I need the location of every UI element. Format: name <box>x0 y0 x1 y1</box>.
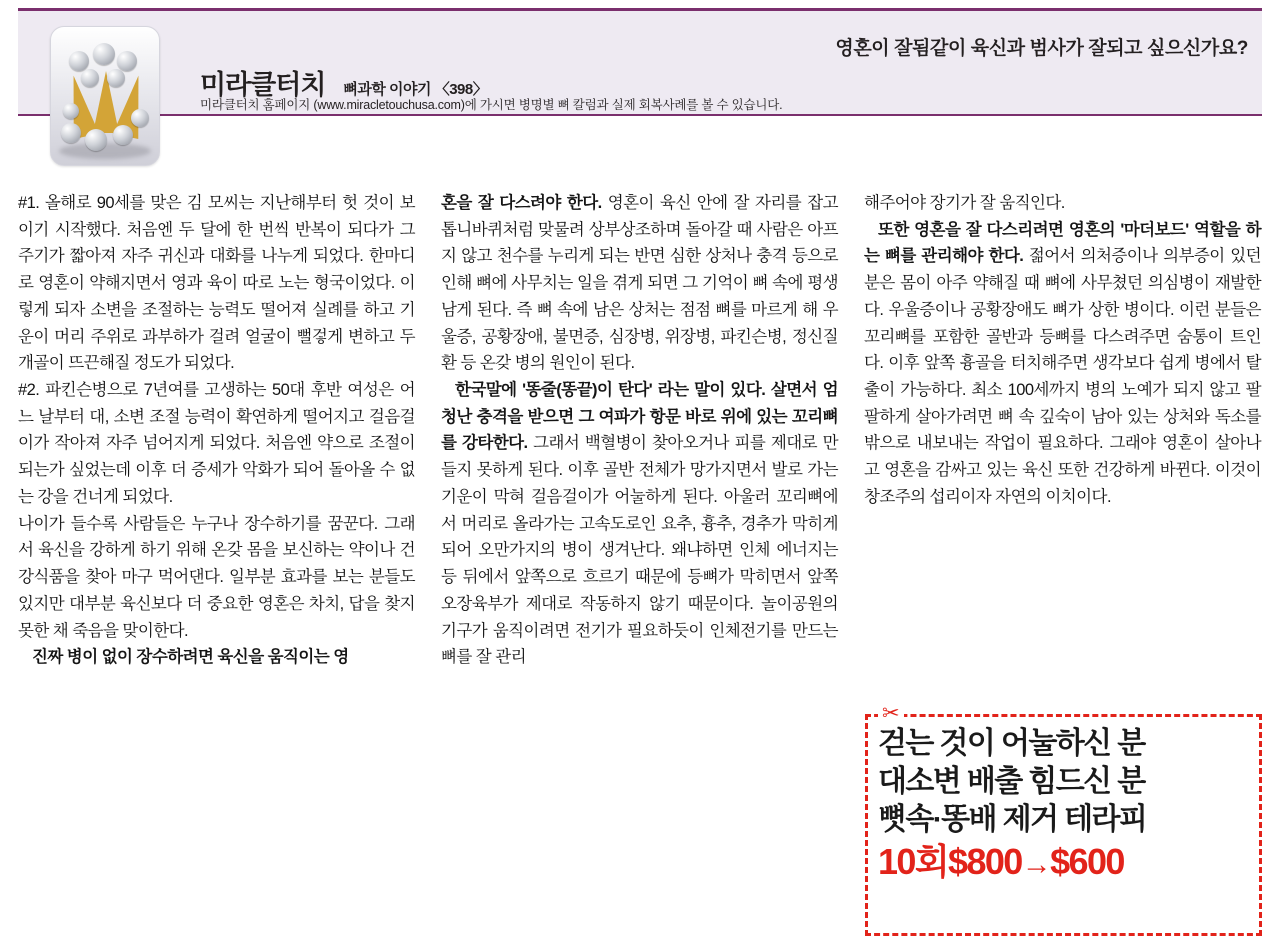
paragraph <box>441 190 838 377</box>
logo-ball <box>131 109 149 127</box>
logo-ball <box>63 103 79 119</box>
paragraph: 나이가 들수록 사람들은 누구나 장수하기를 꿈꾼다. 그래서 육신을 강하게 하기 위해 온갖 몸을 보신하는 약이나 건강식품을 찾아 마구 먹어댄다. 일부분 효과를 보는 분들도 있지만 대부분 육신보다 더 중요한 영혼은 차치, 답을 찾지 못한 채 죽음을 맞이한다. <box>18 514 415 640</box>
newspaper-page <box>0 8 1280 948</box>
ad-line-2: 대소변 배출 힘드신 분 <box>878 764 1145 798</box>
paragraph <box>864 217 1261 511</box>
logo-ball <box>81 69 99 87</box>
paragraph: #2. 파킨슨병으로 7년여를 고생하는 50대 후반 여성은 어느 날부터 대, 소변 조절 능력이 확연하게 떨어지고 걸음걸이가 작아져 자주 넘어지게 되었다. 처음엔 약으로 조절이 되는가 싶었는데 이후 더 증세가 악화가 되어 돌아올 수 없는 강을 건너게 되었다. <box>18 381 415 506</box>
masthead <box>18 8 1262 116</box>
ad-price <box>878 842 1249 882</box>
lead-phrase: 혼을 잘 다스려야 한다. <box>441 194 602 212</box>
masthead-tagline: 영혼이 잘됨같이 육신과 범사가 잘되고 싶으신가요? <box>835 38 1248 59</box>
ad-line-3: 뼛속·똥배 제거 테라피 <box>878 802 1147 836</box>
column-right <box>864 190 1261 671</box>
column-middle <box>441 190 838 671</box>
advertisement-coupon[interactable] <box>865 702 1262 936</box>
paragraph-body: 그래서 백혈병이 찾아오거나 피를 제대로 만들지 못하게 된다. 이후 골반 전체가 망가지면서 발로 가는 기운이 막혀 걸음걸이가 어눌하게 된다. 아울러 꼬리뼈에서 머리로 올라가는 고속도로인 요추, 흉추, 경추가 막히게 되어 오만가지의 병이 생겨난다. 왜냐하면 인체 에너지는 등 뒤에서 앞쪽으로 흐르기 때문에 등뼈가 막히면서 앞쪽 오장육부가 제대로 작동하지 않기 때문이다. 놀이공원의 기구가 움직이려면 전기가 필요하듯이 인체전기를 만드는 뼈를 잘 관리 <box>441 434 838 667</box>
logo-ball <box>93 43 115 65</box>
logo-ball <box>85 129 107 151</box>
paragraph: #1. 올해로 90세를 맞은 김 모씨는 지난해부터 헛 것이 보이기 시작했다. 처음엔 두 달에 한 번씩 반복이 되다가 그 주기가 짧아져 자주 귀신과 대화를 나누게 되었다. 한마디로 영혼이 약해지면서 영과 육이 따로 노는 형국이었다. 이렇게 되자 소변을 조절하는 능력도 떨어져 실례를 하고 기운이 머리 주위로 과부하가 걸려 얼굴이 뻘겋게 변하고 두개골이 뜨끈해질 정도가 되었다. <box>18 194 415 373</box>
paragraph-bold-lead: 진짜 병이 없이 장수하려면 육신을 움직이는 영 <box>32 648 349 667</box>
paragraph-body: 영혼이 육신 안에 잘 자리를 잡고 톱니바퀴처럼 맞물려 상부상조하며 돌아갈 때 사람은 아프지 않고 천수를 누리게 되는 반면 심한 상처나 충격 등으로 인해 뼈에 사무치는 일을 겪게 되면 그 기억이 뼈 속에 평생 남게 된다. 즉 뼈 속에 남은 상처는 점점 뼈를 마르게 해 우울증, 공황장애, 불면증, 심장병, 위장병, 파킨슨병, 정신질환 등 온갖 병의 원인이 된다. <box>441 194 838 373</box>
logo-ball <box>69 51 89 71</box>
column-left <box>18 190 415 671</box>
paragraph: 해주어야 장기가 잘 움직인다. <box>864 194 1065 212</box>
brand-name: 미라클터치 <box>200 70 326 100</box>
ad-price-arrow: → <box>1021 848 1051 882</box>
logo-ball <box>117 51 137 71</box>
scissors-icon: ✂ <box>878 703 904 724</box>
logo-ball <box>107 69 125 87</box>
paragraph-body: 젊어서 의처증이나 의부증이 있던 분은 몸이 아주 약해질 때 뼈에 사무쳤던 의심병이 재발한다. 우울증이나 공황장애도 뼈가 상한 병이다. 이런 분들은 꼬리뼈를 포함한 골반과 등뼈를 다스려주면 숨통이 트인다. 이후 앞쪽 흉골을 터치해주면 생각보다 쉽게 병에서 탈출이 가능하다. 최소 100세까지 병의 노예가 되지 않고 팔팔하게 살아가려면 뼈 속 깊숙이 남아 있는 상처와 독소를 밖으로 내보내는 작업이 필요하다. 그래야 영혼이 살아나고 영혼을 감싸고 있는 육신 또한 건강하게 바뀐다. 이것이 창조주의 섭리이자 자연의 이치이다. <box>864 247 1262 506</box>
ad-line-1: 걷는 것이 어눌하신 분 <box>878 727 1145 760</box>
logo-ball <box>113 125 133 145</box>
article-columns <box>18 190 1262 671</box>
paragraph <box>441 377 838 671</box>
ad-price-old: $800 <box>948 841 1022 883</box>
lead-phrase: 또한 영혼을 잘 다스리려면 영혼의 '마더보드' 역할을 하는 뼈를 관리해야 한다. <box>864 220 1261 266</box>
lead-phrase: 한국말에 '똥줄(똥끝)이 탄다' 라는 말이 있다. 살면서 엄청난 충격을 받으면 그 여파가 항문 바로 위에 있는 꼬리뼈를 강타한다. <box>441 381 838 453</box>
logo-ball <box>61 123 81 143</box>
ad-price-count: 10회 <box>878 841 949 883</box>
miracle-touch-logo-icon <box>50 26 160 166</box>
ad-price-new: $600 <box>1050 841 1124 883</box>
masthead-note: 미라클터치 홈페이지 (www.miracletouchusa.com)에 가시면 병명별 뼈 칼럼과 실제 회복사례를 볼 수 있습니다. <box>200 98 783 112</box>
brand-series: 뼈과학 이야기 〈398〉 <box>343 81 488 98</box>
